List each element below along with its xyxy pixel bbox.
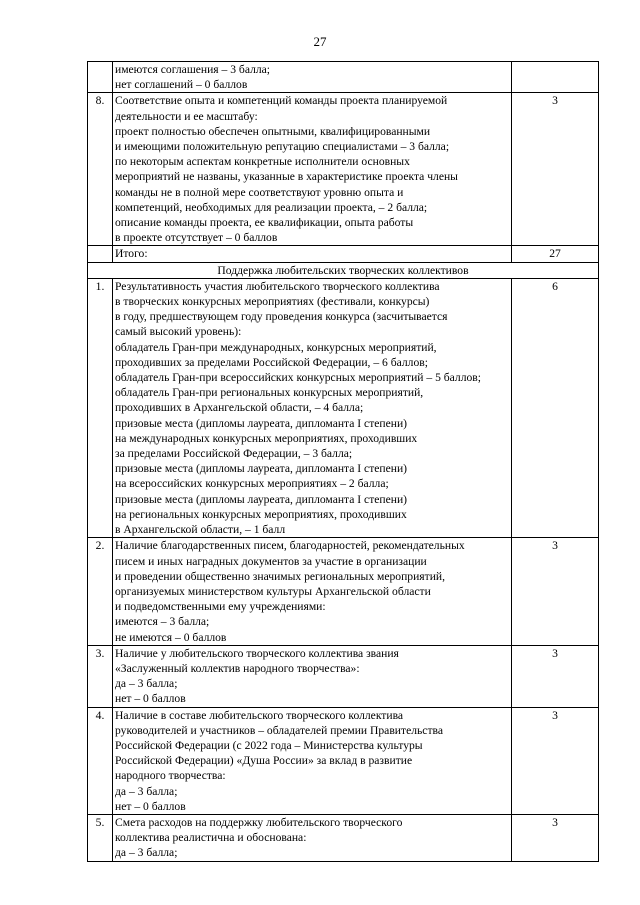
criterion-text-line: обладатель Гран-при международных, конкурсных мероприятий, — [115, 340, 437, 354]
criterion-text-line: описание команды проекта, ее квалификации, опыта работы — [115, 216, 414, 230]
criterion-text-line: Наличие у любительского творческого коллектива звания — [115, 646, 399, 660]
criterion-description — [113, 814, 512, 861]
criterion-number — [88, 246, 113, 262]
criterion-text-line: на региональных конкурсных мероприятиях, проходивших — [115, 507, 407, 521]
criterion-text-line: Наличие в составе любительского творческого коллектива — [115, 708, 404, 722]
criterion-max-score: 27 — [512, 246, 599, 262]
criterion-text-line: народного творчества: — [115, 769, 226, 783]
criterion-text-line: да – 3 балла; — [115, 677, 178, 691]
criterion-text-line: в Архангельской области, – 1 балл — [115, 523, 286, 537]
criterion-max-score: 3 — [512, 93, 599, 246]
criteria-table-body — [88, 62, 599, 862]
criterion-number: 8. — [88, 93, 113, 246]
criterion-text-line: на международных конкурсных мероприятиях, проходивших — [115, 431, 418, 445]
criterion-text-line: Смета расходов на поддержку любительского творческого — [115, 815, 403, 829]
criteria-table — [87, 61, 599, 862]
criterion-text-line: призовые места (дипломы лауреата, дипломанта I степени) — [115, 462, 408, 476]
criterion-text-line: Российской Федерации) «Душа России» за вклад в развитие — [115, 754, 413, 768]
criterion-text-line: мероприятий не названы, указанные в характеристике проекта члены — [115, 170, 458, 184]
criterion-text-line: «Заслуженный коллектив народного творчества»: — [115, 661, 360, 675]
criterion-text-line: да – 3 балла; — [115, 784, 178, 798]
criterion-text-line: призовые места (дипломы лауреата, дипломанта I степени) — [115, 416, 408, 430]
criterion-text-line: в проекте отсутствует – 0 баллов — [115, 231, 278, 245]
criterion-text-line: организуемых министерством культуры Архангельской области — [115, 584, 431, 598]
criterion-text-line: имеются соглашения – 3 балла; — [115, 63, 271, 76]
criterion-text-line: нет – 0 баллов — [115, 692, 186, 706]
criterion-text-line: по некоторым аспектам конкретные исполнители основных — [115, 155, 410, 169]
criterion-number — [88, 62, 113, 93]
criterion-text-line: руководителей и участников – обладателей премии Правительства — [115, 723, 443, 737]
criterion-text-line: имеются – 3 балла; — [115, 615, 210, 629]
criterion-text-line: обладатель Гран-при всероссийских конкурсных мероприятий – 5 баллов; — [115, 371, 481, 385]
criterion-max-score: 6 — [512, 278, 599, 537]
page-number: 27 — [313, 34, 327, 49]
criterion-row — [88, 645, 599, 707]
criterion-description — [113, 645, 512, 707]
criterion-max-score — [512, 62, 599, 93]
criterion-text-line: коллектива реалистична и обоснована: — [115, 831, 307, 845]
criterion-row — [88, 93, 599, 246]
section-title: Поддержка любительских творческих коллективов — [88, 262, 599, 278]
criterion-text-line: обладатель Гран-при региональных конкурсных мероприятий, — [115, 386, 424, 400]
criterion-text-line: да – 3 балла; — [115, 846, 178, 860]
criterion-description — [113, 93, 512, 246]
criterion-text-line: Результативность участия любительского творческого коллектива — [115, 279, 440, 293]
criterion-text-line: Итого: — [115, 247, 148, 261]
criterion-text-line: не имеются – 0 баллов — [115, 630, 227, 644]
criterion-max-score: 3 — [512, 538, 599, 645]
criterion-number: 5. — [88, 814, 113, 861]
section-row — [88, 262, 599, 278]
criterion-row — [88, 538, 599, 645]
criterion-text-line: писем и иных наградных документов за участие в организации — [115, 554, 427, 568]
criterion-text-line: Наличие благодарственных писем, благодарностей, рекомендательных — [115, 539, 465, 553]
criterion-text-line: Российской Федерации (с 2022 года – Министерства культуры — [115, 738, 423, 752]
criterion-row — [88, 814, 599, 861]
criterion-max-score: 3 — [512, 814, 599, 861]
criterion-text-line: и подведомственными ему учреждениями: — [115, 600, 326, 614]
criterion-description — [113, 246, 512, 262]
criterion-description — [113, 538, 512, 645]
criterion-text-line: нет соглашений – 0 баллов — [115, 78, 248, 92]
criterion-row — [88, 246, 599, 262]
criterion-text-line: команды не в полной мере соответствуют уровню опыта и — [115, 185, 404, 199]
criterion-number: 4. — [88, 707, 113, 814]
criterion-text-line: нет – 0 баллов — [115, 799, 186, 813]
criterion-text-line: за пределами Российской Федерации, – 3 балла; — [115, 447, 353, 461]
criterion-row — [88, 278, 599, 537]
criterion-text-line: в творческих конкурсных мероприятиях (фестивали, конкурсы) — [115, 295, 430, 309]
criterion-text-line: на всероссийских конкурсных мероприятиях – 2 балла; — [115, 477, 389, 491]
criterion-number: 3. — [88, 645, 113, 707]
criterion-number: 1. — [88, 278, 113, 537]
criterion-text-line: самый высокий уровень): — [115, 325, 242, 339]
criterion-text-line: в году, предшествующем году проведения конкурса (засчитывается — [115, 310, 448, 324]
criterion-text-line: и имеющими положительную репутацию специалистами – 3 балла; — [115, 140, 450, 154]
criterion-row — [88, 707, 599, 814]
criterion-text-line: призовые места (дипломы лауреата, дипломанта I степени) — [115, 492, 408, 506]
criterion-max-score: 3 — [512, 707, 599, 814]
criterion-description — [113, 62, 512, 93]
criterion-number: 2. — [88, 538, 113, 645]
criterion-text-line: проходивших в Архангельской области, – 4 балла; — [115, 401, 364, 415]
criterion-text-line: проходивших за пределами Российской Федерации, – 6 баллов; — [115, 355, 428, 369]
criterion-description — [113, 707, 512, 814]
criterion-text-line: компетенций, необходимых для реализации проекта, – 2 балла; — [115, 200, 428, 214]
criterion-description — [113, 278, 512, 537]
criterion-text-line: проект полностью обеспечен опытными, квалифицированными — [115, 124, 431, 138]
criterion-max-score: 3 — [512, 645, 599, 707]
criterion-text-line: и проведении общественно значимых региональных мероприятий, — [115, 569, 446, 583]
criterion-text-line: Соответствие опыта и компетенций команды проекта планируемой — [115, 94, 448, 108]
criterion-text-line: деятельности и ее масштабу: — [115, 109, 258, 123]
criterion-row — [88, 62, 599, 93]
